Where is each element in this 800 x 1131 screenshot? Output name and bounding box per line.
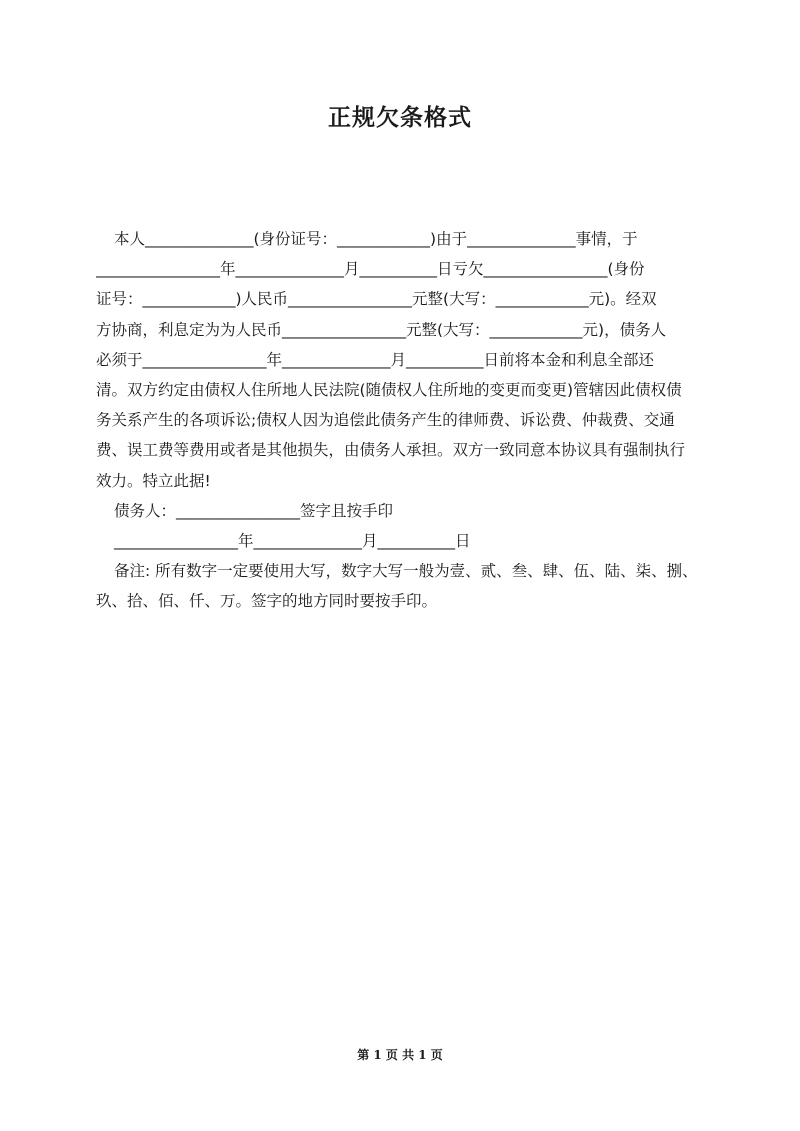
body-line-1: 本人______________(身份证号：____________)由于______________事情，于: [114, 230, 638, 248]
body-line-8: 费、误工费等费用或者是其他损失，由债务人承担。双方一致同意本协议具有强制执行: [96, 441, 686, 460]
debtor-signature-line: 债务人：________________签字且按手印: [114, 501, 394, 520]
note-line-2: 玖、拾、佰、仟、万。签字的地方同时要按手印。: [96, 592, 438, 611]
document-title: 正规欠条格式: [328, 105, 472, 131]
body-line-3: 证号：____________)人民币________________元整(大写：____________元)。经双: [96, 290, 657, 309]
body-line-2: ________________年______________月__________日亏欠________________(身份: [96, 260, 645, 279]
body-line-4: 方协商，利息定为为人民币________________元整(大写：____________元)，债务人: [96, 320, 667, 339]
body-line-9: 效力。特立此据!: [96, 471, 211, 490]
document-body: [96, 224, 706, 616]
body-line-7: 务关系产生的各项诉讼;债权人因为追偿此债务产生的律师费、诉讼费、仲裁费、交通: [96, 411, 675, 430]
page-number-footer: 第 1 页 共 1 页: [357, 1048, 443, 1062]
note-line-1: 备注: 所有数字一定要使用大写，数字大写一般为壹、贰、叁、肆、伍、陆、柒、捌、: [114, 562, 698, 581]
body-line-6: 清。双方约定由债权人住所地人民法院(随债权人住所地的变更而变更)管辖因此债权债: [96, 380, 682, 399]
body-line-5: 必须于________________年______________月__________日前将本金和利息全部还: [96, 350, 655, 369]
signature-date-line: ________________年______________月__________日: [114, 531, 471, 550]
